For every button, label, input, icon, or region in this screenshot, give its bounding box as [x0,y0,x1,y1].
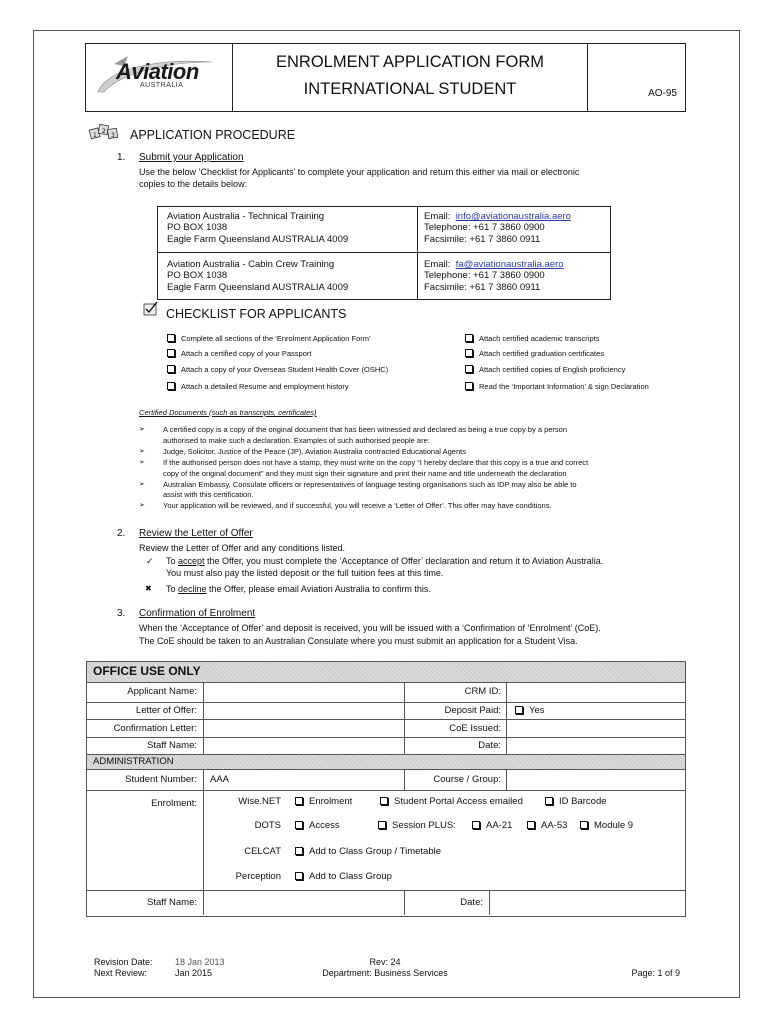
page-number: Page: 1 of 9 [631,968,680,978]
checklist-icon [141,300,161,318]
crm-id-label: CRM ID: [464,686,501,697]
dots-session[interactable]: Session PLUS: [378,820,456,831]
checkbox[interactable] [515,706,523,714]
contact-table [157,206,611,300]
checklist-item[interactable]: Attach a copy of your Overseas Student Health Cover (OSHC) [167,365,388,374]
department: Department: Business Services [322,968,448,978]
checkbox[interactable] [295,821,303,829]
perception-add-class[interactable]: Add to Class Group [295,871,392,882]
dots-aa53[interactable]: AA-53 [527,820,567,831]
checkbox[interactable] [378,821,386,829]
checklist-item[interactable]: Complete all sections of the ‘Enrolment Application Form’ [167,334,371,343]
checkbox[interactable] [545,797,553,805]
checklist-item[interactable]: Read the ‘Important Information’ & sign Declaration [465,382,649,391]
step1-number: 1. [117,152,126,163]
confirmation-letter-field[interactable] [205,720,403,736]
form-code: AO-95 [648,88,677,99]
letter-of-offer-field[interactable] [205,703,403,719]
staff-name-field[interactable] [205,738,403,753]
checkbox[interactable] [295,847,303,855]
step1-text-2: copies to the details below: [139,179,248,189]
applicant-name-label: Applicant Name: [127,686,197,697]
wise-net-portal[interactable]: Student Portal Access emailed [380,796,523,807]
checkbox[interactable] [167,349,175,357]
checklist-item[interactable]: Attach certified copies of English proficiency [465,365,625,374]
dots-access[interactable]: Access [295,820,340,831]
bullet-item: ➢ Judge, Solicitor, Justice of the Peace (JP), Aviation Australia contracted Educational Agents [137,447,697,458]
perception-label: Perception [235,871,281,882]
next-review-label: Next Review: [94,968,148,978]
checklist-item[interactable]: Attach certified academic transcripts [465,334,599,343]
staff-name-2-label: Staff Name: [147,897,197,908]
step2-accept: To accept the Offer, you must complete the ‘Acceptance of Offer’ declaration and return it to Aviation Australia. [166,556,604,566]
admin-bar [87,755,685,769]
email-link-cabin-crew[interactable]: fa@aviationaustralia.aero [455,259,564,270]
student-number-value[interactable]: AAA [210,774,230,785]
contact-address: Eagle Farm Queensland AUSTRALIA 4009 [167,233,349,245]
bullet-item: ➢ If the authorised person does not have a stamp, they must write on the copy “I hereby declare that this copy is a true and correct copy of the original document” and they must sign their signature and print their name and title underneath the declaration [137,458,697,480]
cross-mark-icon: ✖ [145,584,152,593]
date-field[interactable] [508,738,684,753]
step2-accept-line2: You must also pay the listed deposit or the full tuition fees at this time. [166,568,444,578]
certified-heading: Certified Documents (such as transcripts, certificates) [139,408,317,417]
checkbox[interactable] [527,821,535,829]
email-link-technical[interactable]: info@aviationaustralia.aero [455,211,571,222]
student-number-label: Student Number: [125,774,197,785]
contact-facsimile: Facsimile: +61 7 3860 0911 [424,281,541,293]
checkbox[interactable] [472,821,480,829]
course-group-label: Course / Group: [433,774,501,785]
deposit-paid-label: Deposit Paid: [444,705,501,716]
step3-line2: The CoE should be taken to an Australian Consulate where you must submit an application for a Student Visa. [139,636,578,646]
contact-technical [167,211,348,245]
checkbox[interactable] [295,797,303,805]
contact-box: PO BOX 1038 [167,270,228,282]
checkbox[interactable] [167,365,175,373]
form-header [85,43,686,112]
form-subtitle: INTERNATIONAL STUDENT [303,80,517,98]
step2-decline: To decline the Offer, please email Aviation Australia to confirm this. [166,584,431,594]
bullet-item: ➢ Your application will be reviewed, and if successful, you will receive a ‘Letter of Offer’. This offer may have conditions. [137,501,697,512]
checkbox[interactable] [465,334,473,342]
svg-text:2: 2 [102,128,106,135]
svg-text:3: 3 [111,132,115,139]
bullet-item: ➢ A certified copy is a copy of the original document that has been witnessed and declared as being a true copy by a person authorised to make such a declaration. Examples of such authorised people are: [137,425,697,447]
contact-name: Aviation Australia - Technical Training [167,211,325,222]
contact-cabin-crew-details [424,259,564,293]
contact-cabin-crew [167,259,348,293]
contact-name: Aviation Australia - Cabin Crew Training [167,259,335,270]
date-label: Date: [478,740,501,751]
step2-heading: Review the Letter of Offer [139,528,253,539]
title-cell [233,44,588,111]
email-label: Email: [424,211,451,222]
step3-number: 3. [117,608,126,619]
check-mark-icon: ✓ [146,556,154,566]
logo-cell [86,44,233,111]
checkbox[interactable] [580,821,588,829]
form-title: ENROLMENT APPLICATION FORM [275,53,544,71]
date-2-field[interactable] [491,892,684,914]
next-review-date: Jan 2015 [175,968,213,978]
checklist-item[interactable]: Attach certified graduation certificates [465,349,604,358]
deposit-paid-yes[interactable]: Yes [515,705,545,716]
logo-text: Aviation [116,59,199,84]
checklist-title: CHECKLIST FOR APPLICANTS [166,307,347,321]
date-2-label: Date: [460,897,483,908]
step3-line1: When the ‘Acceptance of Offer’ and deposit is received, you will be issued with a ‘Confirmation of ‘Enrolment’ (CoE). [139,623,601,633]
enrolment-label: Enrolment: [151,798,197,809]
letter-of-offer-label: Letter of Offer: [135,705,197,716]
revision-date-label: Revision Date: [94,957,153,967]
coe-issued-field[interactable] [508,720,684,736]
procedure-title: APPLICATION PROCEDURE [130,128,296,142]
checkbox[interactable] [465,382,473,390]
checkbox[interactable] [380,797,388,805]
office-title: OFFICE USE ONLY [93,664,201,678]
wise-net-enrolment[interactable]: Enrolment [295,796,352,807]
checkbox[interactable] [167,382,175,390]
step1-text-1: Use the below ‘Checklist for Applicants’ to complete your application and return this either via mail or electronic [139,167,580,177]
course-group-field[interactable] [508,771,684,789]
checklist-item[interactable]: Attach a certified copy of your Passport [167,349,311,358]
contact-facsimile: Facsimile: +61 7 3860 0911 [424,233,541,245]
celcat-label: CELCAT [244,846,281,857]
dots-label: DOTS [254,820,281,831]
contact-address: Eagle Farm Queensland AUSTRALIA 4009 [167,281,349,293]
crm-id-field[interactable] [508,683,684,701]
checkbox[interactable] [465,365,473,373]
checkbox[interactable] [167,334,175,342]
steps-icon [88,122,122,144]
step2-number: 2. [117,528,126,539]
checkbox[interactable] [295,872,303,880]
coe-issued-label: CoE Issued: [449,723,501,734]
celcat-add-class-timetable[interactable]: Add to Class Group / Timetable [295,846,441,857]
certified-bullets [137,425,697,512]
contact-telephone: Telephone: +61 7 3860 0900 [424,222,545,234]
wise-net-label: Wise.NET [238,796,281,807]
staff-name-2-field[interactable] [205,892,403,914]
checklist-item[interactable]: Attach a detailed Resume and employment history [167,382,349,391]
bullet-item: ➢ Australian Embassy, Consulate officers or representatives of language testing organisations such as IDP may also be able to assist with this certification. [137,480,697,502]
wise-net-id-barcode[interactable]: ID Barcode [545,796,607,807]
office-use-table [86,661,686,917]
logo-subtext: AUSTRALIA [140,82,184,89]
svg-text:1: 1 [93,132,97,139]
applicant-name-field[interactable] [205,683,403,701]
step2-line1: Review the Letter of Offer and any conditions listed. [139,543,345,553]
contact-telephone: Telephone: +61 7 3860 0900 [424,270,545,282]
step3-heading: Confirmation of Enrolment [139,608,256,619]
email-label: Email: [424,259,451,270]
dots-aa21[interactable]: AA-21 [472,820,512,831]
staff-name-label: Staff Name: [147,740,197,751]
checkbox[interactable] [465,349,473,357]
dots-module9[interactable]: Module 9 [580,820,633,831]
admin-title: ADMINISTRATION [93,756,174,767]
contact-technical-details [424,211,571,245]
revision-number: Rev: 24 [369,957,401,967]
step1-heading: Submit your Application [139,152,244,163]
revision-date: 18 Jan 2013 [175,957,225,967]
contact-box: PO BOX 1038 [167,222,228,234]
confirmation-letter-label: Confirmation Letter: [113,723,197,734]
